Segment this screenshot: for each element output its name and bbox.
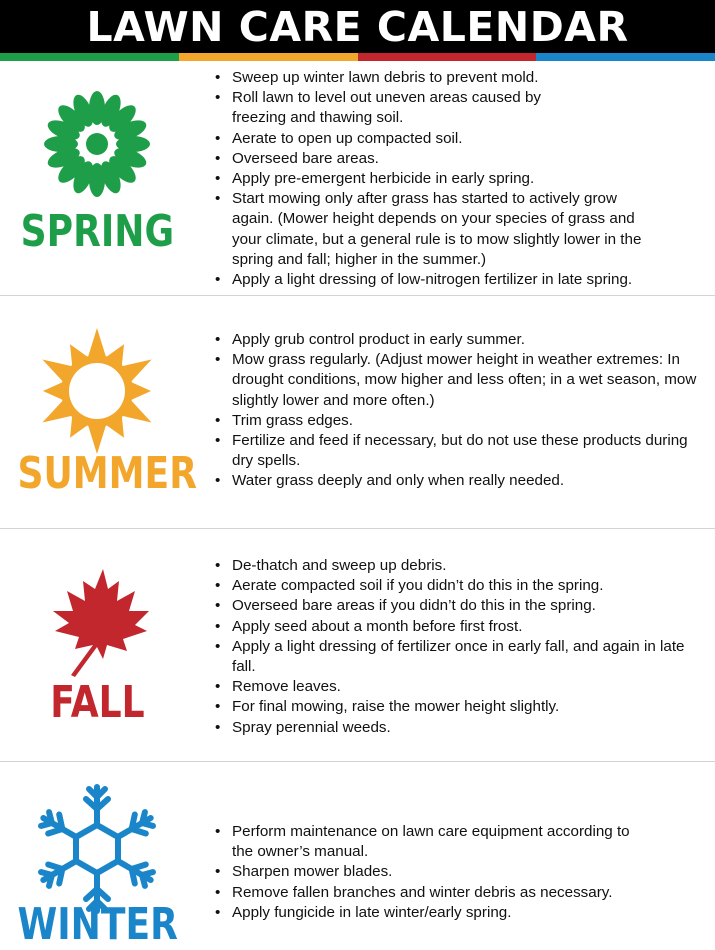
season-summer [0,296,715,529]
summer-task-list [215,330,710,492]
page-title: LAWN CARE CALENDAR [86,2,629,51]
season-name-fall: FALL [50,677,145,728]
winter-task-list [215,822,710,923]
list-item: • Apply a light dressing of low-nitrogen fertilizer in late spring. [215,270,710,290]
list-item: • Sharpen mower blades. [215,862,710,882]
list-item: • Overseed bare areas if you didn’t do this in the spring. [215,596,710,616]
season-fall [0,529,715,762]
list-item: • Apply pre-emergent herbicide in early spring. [215,169,710,189]
list-item: • Overseed bare areas. [215,149,710,169]
color-stripe [0,53,715,61]
list-item: • Fertilize and feed if necessary, but do not use these products during dry spells. [215,431,710,471]
list-item: • Trim grass edges. [215,411,710,431]
header-bar [0,0,715,53]
list-item: • Water grass deeply and only when really needed. [215,471,710,491]
sun-icon [32,326,162,456]
fall-task-list [215,556,710,738]
list-item: • Remove fallen branches and winter debris as necessary. [215,883,710,903]
spring-task-list [215,68,710,290]
list-item: • For final mowing, raise the mower height slightly. [215,697,710,717]
season-winter [0,762,715,949]
list-item: • Roll lawn to level out uneven areas caused by freezing and thawing soil. [215,88,710,128]
list-item: • Perform maintenance on lawn care equipment according to the owner’s manual. [215,822,710,862]
list-item: • Apply a light dressing of fertilizer once in early fall, and again in late fall. [215,637,710,677]
list-item: • Apply grub control product in early summer. [215,330,710,350]
list-item: • Aerate compacted soil if you didn’t do this in the spring. [215,576,710,596]
list-item: • De-thatch and sweep up debris. [215,556,710,576]
list-item: • Start mowing only after grass has started to actively grow again. (Mower height depends on your species of grass and your climate, but a general rule is to mow slightly lower in the spring and fall; higher in the summer.) [215,189,710,270]
list-item: • Aerate to open up compacted soil. [215,129,710,149]
list-item: • Sweep up winter lawn debris to prevent mold. [215,68,710,88]
list-item: • Apply seed about a month before first frost. [215,617,710,637]
list-item: • Mow grass regularly. (Adjust mower height in weather extremes: In drought conditions, mow higher and less often; in a wet season, mow slightly lower and more often.) [215,350,710,411]
season-name-summer: SUMMER [17,448,197,499]
season-name-spring: SPRING [20,206,175,257]
maple-leaf-icon [45,567,155,687]
list-item: • Spray perennial weeds. [215,718,710,738]
snowflake-icon [22,784,172,914]
list-item: • Remove leaves. [215,677,710,697]
list-item: • Apply fungicide in late winter/early spring. [215,903,710,923]
flower-icon [42,89,152,199]
season-spring [0,61,715,296]
season-name-winter: WINTER [17,899,178,950]
